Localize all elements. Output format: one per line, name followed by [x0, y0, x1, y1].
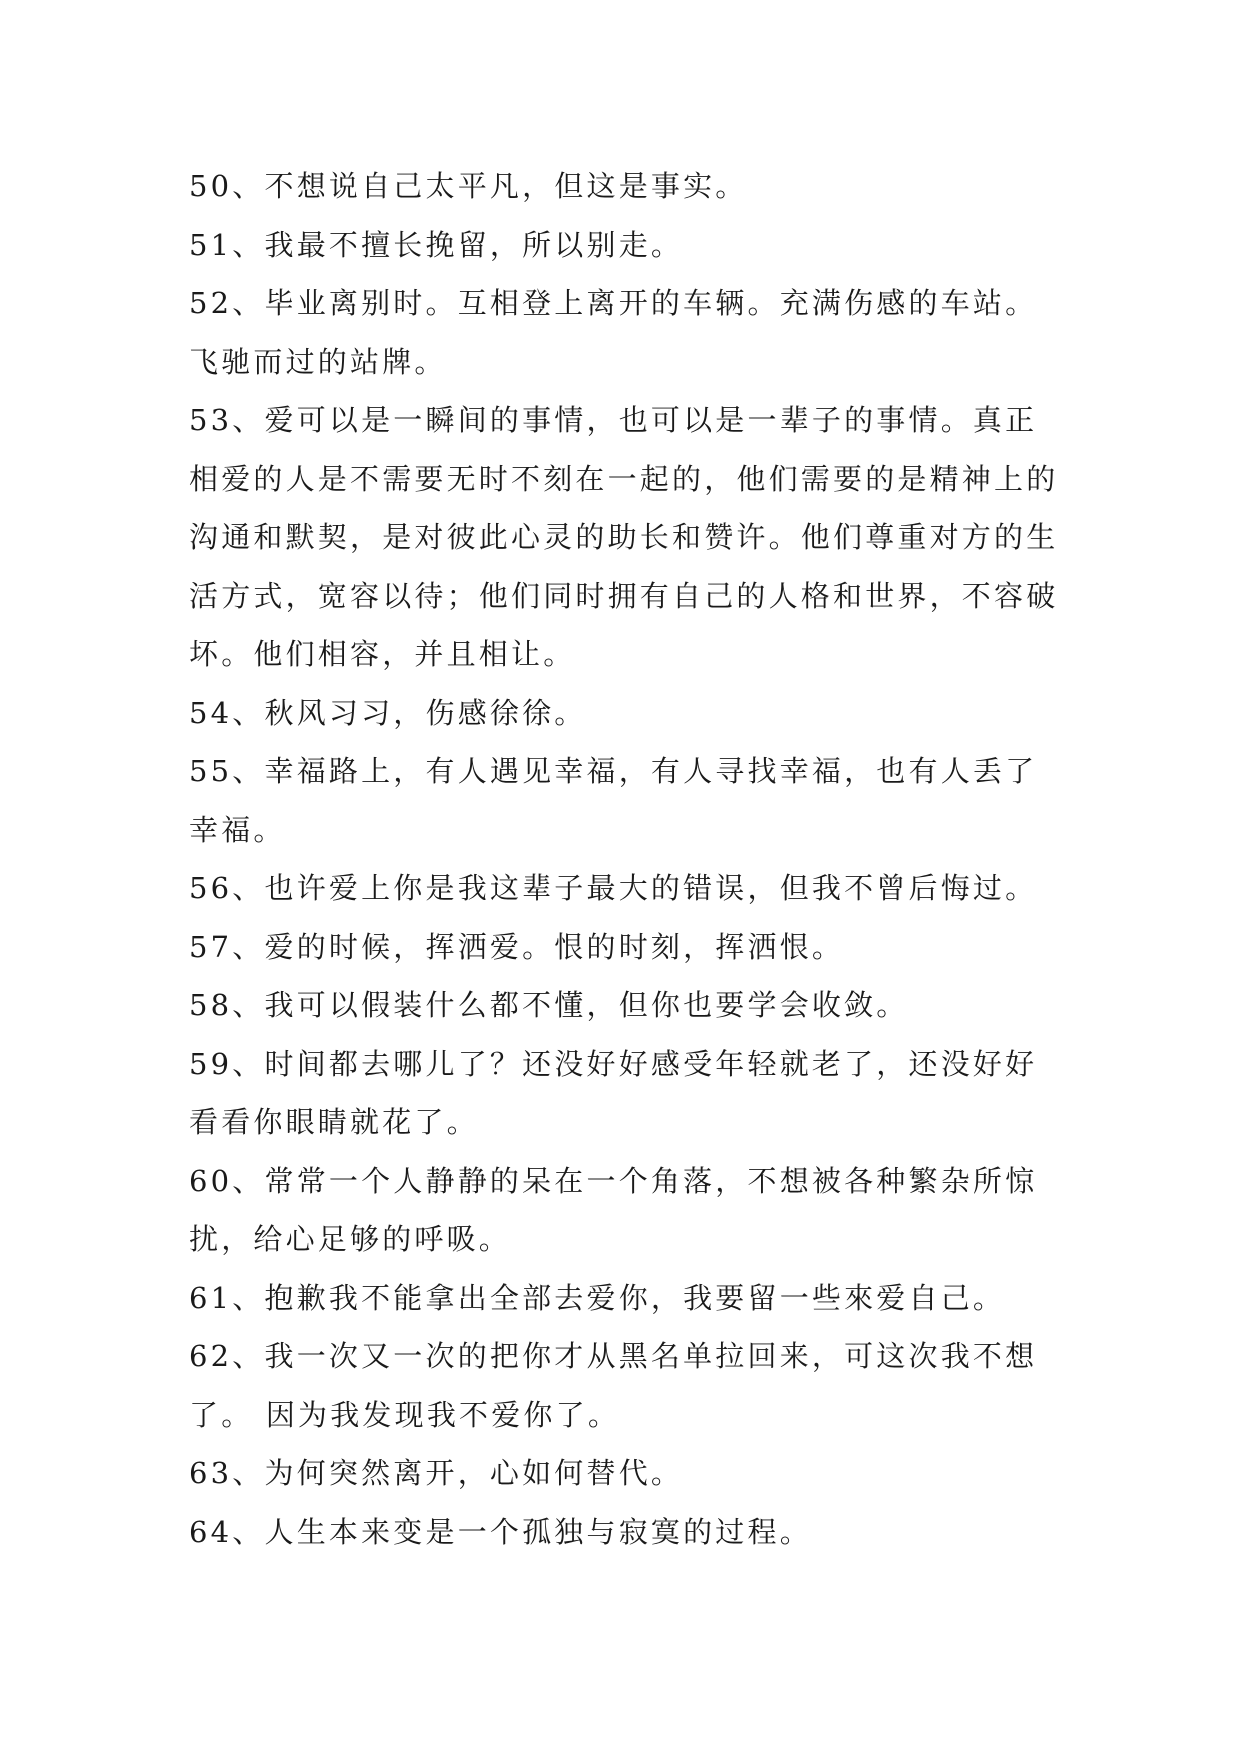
quote-item-61: 61、抱歉我不能拿出全部去爱你，我要留一些來爱自己。: [189, 1280, 1006, 1315]
quote-item-59: 59、时间都去哪儿了？还没好好感受年轻就老了，还没好好看看你眼睛就花了。: [189, 1046, 1038, 1139]
quote-item-64: 64、人生本来变是一个孤独与寂寞的过程。: [189, 1514, 812, 1549]
quote-item-58: 58、我可以假装什么都不懂，但你也要学会收敛。: [189, 988, 909, 1022]
quote-item-52: 52、毕业离别时。互相登上离开的车辆。充满伤感的车站。飞驰而过的站牌。: [189, 286, 1038, 379]
quote-item-57: 57、爱的时候，挥洒爱。恨的时刻，挥洒恨。: [189, 929, 845, 964]
quote-item-54: 54、秋风习习，伤感徐徐。: [189, 695, 587, 730]
quote-item-53: 53、爱可以是一瞬间的事情，也可以是一辈子的事情。真正相爱的人是不需要无时不刻在一起的，他们需要的是精神上的沟通和默契，是对彼此心灵的助长和赞许。他们尊重对方的生活方式，宽容以待；他们同时拥有自己的人格和世界，不容破坏。他们相容，并且相让。: [189, 403, 1059, 671]
quote-item-55: 55、幸福路上，有人遇见幸福，有人寻找幸福，也有人丢了幸福。: [189, 754, 1038, 847]
quote-item-60: 60、常常一个人静静的呆在一个角落，不想被各种繁杂所惊扰，给心足够的呼吸。: [189, 1163, 1038, 1256]
quote-item-50: 50、不想说自己太平凡，但这是事实。: [189, 169, 748, 203]
quote-item-56: 56、也许爱上你是我这辈子最大的错误，但我不曾后悔过。: [189, 871, 1038, 905]
quote-item-51: 51、我最不擅长挽留，所以别走。: [189, 227, 684, 262]
quote-list: [189, 157, 1069, 1561]
quote-item-62: 62、我一次又一次的把你才从黑名单拉回来，可这次我不想了。 因为我发现我不爱你了。: [189, 1339, 1038, 1432]
quote-item-63: 63、为何突然离开，心如何替代。: [189, 1456, 684, 1490]
